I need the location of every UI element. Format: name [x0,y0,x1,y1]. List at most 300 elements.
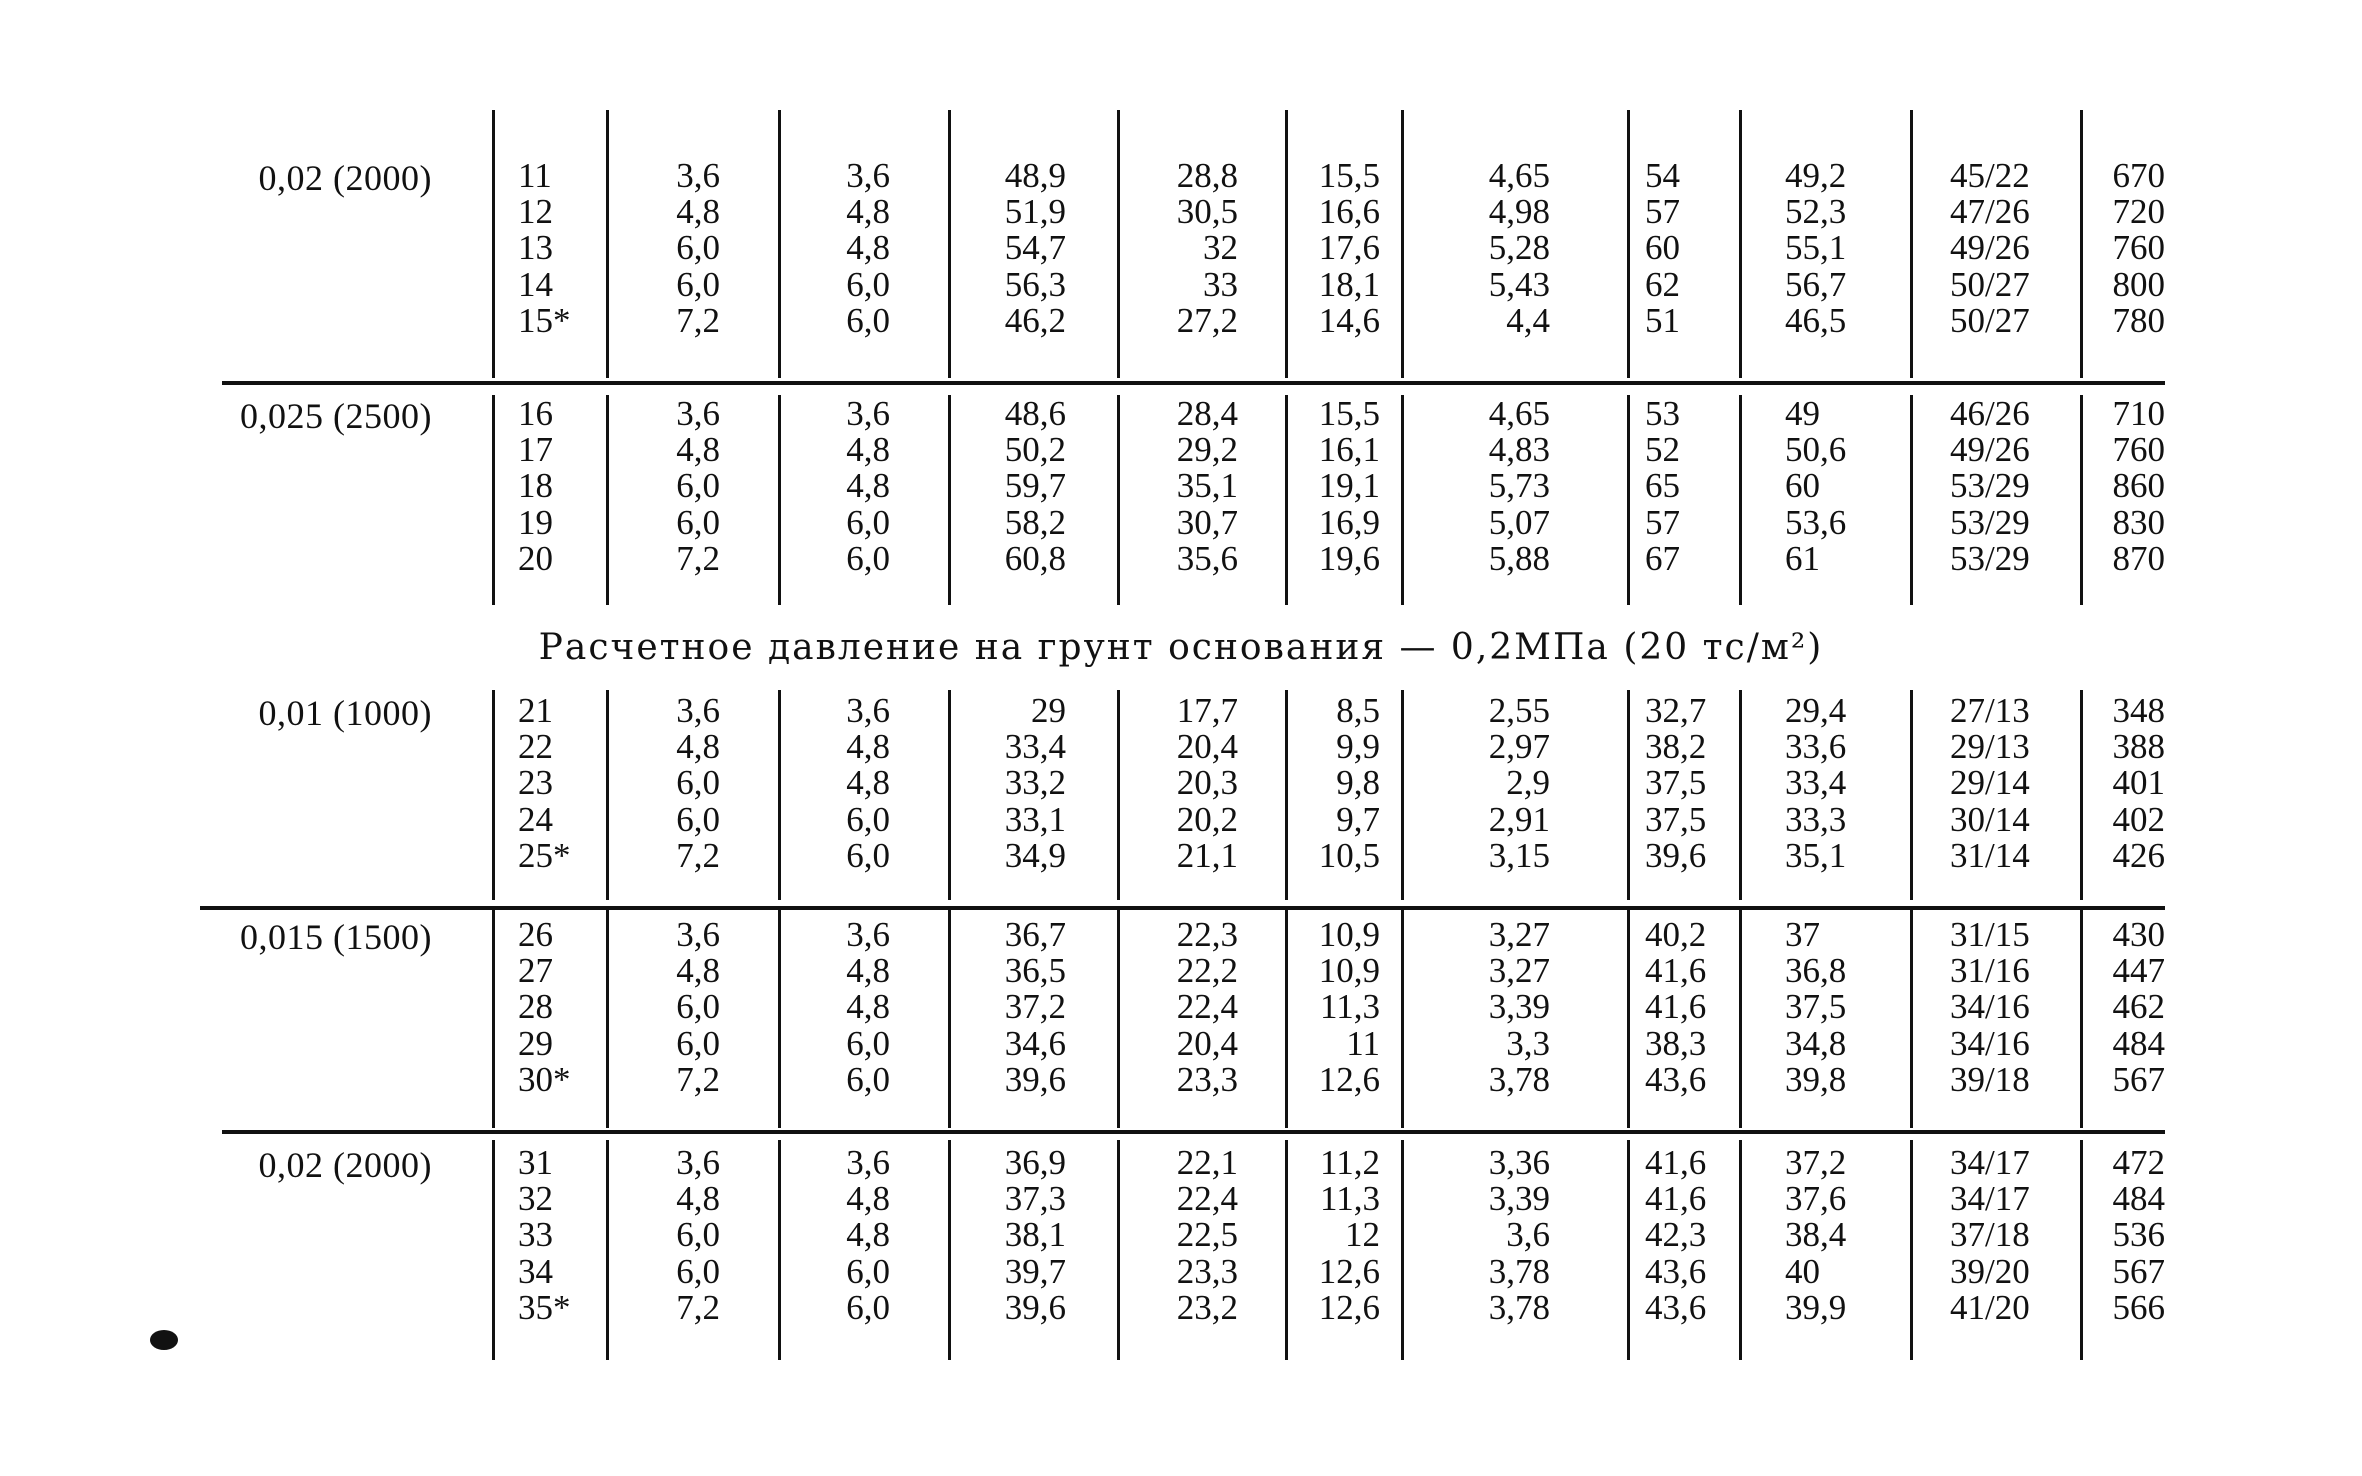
table-cell: 3,6 [676,1143,720,1182]
table-cell: 401 [2112,763,2165,803]
table-cell: 57 [1645,502,1680,542]
table-cell: 12 [518,192,553,232]
table-cell: 50/27 [1950,300,2030,340]
table-cell: 16,1 [1318,430,1380,470]
table-row [0,468,2362,504]
table-cell: 3,6 [1506,1215,1550,1255]
table-cell: 46/26 [1950,394,2030,433]
table-cell: 11,3 [1320,987,1380,1027]
table-cell: 29/13 [1950,727,2030,767]
table-cell: 19,1 [1318,466,1380,506]
group-label: 0,015 (1500) [240,917,432,957]
table-cell: 30/14 [1950,799,2030,839]
table-cell: 17 [518,430,553,470]
table-row [0,1059,2362,1099]
table-cell: 32 [518,1179,553,1219]
table-cell: 3,6 [846,394,890,433]
table-cell: 4,8 [846,192,890,232]
table-row [0,917,2362,953]
table-cell: 50/27 [1950,264,2030,304]
table-cell: 484 [2112,1023,2165,1063]
table-cell: 29,2 [1176,430,1238,470]
table-cell: 4,8 [846,466,890,506]
table-row [0,765,2362,801]
table-cell: 32 [1203,228,1238,268]
table-cell: 31/14 [1950,835,2030,875]
table-cell: 430 [2112,915,2165,954]
table-cell: 9,9 [1336,727,1380,767]
table-cell: 54,7 [1004,228,1066,268]
table-cell: 6,0 [676,987,720,1027]
table-cell: 3,6 [676,156,720,195]
table-cell: 7,2 [676,538,720,578]
table-cell: 25* [518,835,571,875]
table-cell: 53/29 [1950,502,2030,542]
table-cell: 33,4 [1004,727,1066,767]
table-cell: 426 [2112,835,2165,875]
table-cell: 35,1 [1785,835,1847,875]
table-cell: 27/13 [1950,691,2030,730]
table-cell: 20,2 [1176,799,1238,839]
table-cell: 12,6 [1318,1287,1380,1327]
table-cell: 5,07 [1488,502,1550,542]
table-cell: 3,78 [1488,1251,1550,1291]
table-cell: 34/16 [1950,1023,2030,1063]
table-cell: 13 [518,228,553,268]
table-row [0,432,2362,468]
table-cell: 7,2 [676,300,720,340]
table-cell: 35,1 [1176,466,1238,506]
table-cell: 7,2 [676,1059,720,1099]
table-cell: 49,2 [1785,156,1847,195]
table-cell: 49/26 [1950,228,2030,268]
table-cell: 56,7 [1785,264,1847,304]
table-cell: 6,0 [846,1059,890,1099]
table-row [0,693,2362,729]
table-row [0,729,2362,765]
table-cell: 39,6 [1004,1059,1066,1099]
table-cell: 6,0 [846,1251,890,1291]
table-cell: 18 [518,466,553,506]
table-cell: 23,3 [1176,1059,1238,1099]
table-cell: 12,6 [1318,1059,1380,1099]
table-cell: 3,6 [846,1143,890,1182]
table-cell: 22,4 [1176,987,1238,1027]
table-cell: 41,6 [1645,951,1707,991]
table-cell: 41,6 [1645,1143,1707,1182]
table-cell: 4,8 [846,763,890,803]
table-cell: 35* [518,1287,571,1327]
table-cell: 3,27 [1488,915,1550,954]
table-cell: 10,5 [1318,835,1380,875]
table-cell: 37,5 [1785,987,1847,1027]
table-cell: 16 [518,394,553,433]
group-separator [222,1130,2165,1134]
table-cell: 15* [518,300,571,340]
table-cell: 20,3 [1176,763,1238,803]
table-cell: 36,5 [1004,951,1066,991]
table-cell: 33,3 [1785,799,1847,839]
table-cell: 16,6 [1318,192,1380,232]
table-cell: 3,27 [1488,951,1550,991]
table-cell: 9,7 [1336,799,1380,839]
table-cell: 61 [1785,538,1820,578]
table-cell: 348 [2112,691,2165,730]
table-cell: 36,8 [1785,951,1847,991]
table-cell: 53/29 [1950,538,2030,578]
table-cell: 7,2 [676,1287,720,1327]
table-cell: 29,4 [1785,691,1847,730]
table-cell: 15,5 [1318,394,1380,433]
table-row [0,1217,2362,1253]
table-cell: 56,3 [1004,264,1066,304]
table-cell: 3,3 [1506,1023,1550,1063]
table-row [0,989,2362,1025]
table-cell: 2,55 [1488,691,1550,730]
table-cell: 22,5 [1176,1215,1238,1255]
table-cell: 3,78 [1488,1059,1550,1099]
table-cell: 48,6 [1004,394,1066,433]
table-cell: 40,2 [1645,915,1707,954]
table-cell: 4,98 [1488,192,1550,232]
table-cell: 48,9 [1004,156,1066,195]
table-cell: 40 [1785,1251,1820,1291]
table-cell: 16,9 [1318,502,1380,542]
table-cell: 3,6 [846,691,890,730]
table-cell: 51,9 [1004,192,1066,232]
table-cell: 35,6 [1176,538,1238,578]
table-cell: 17,6 [1318,228,1380,268]
table-cell: 462 [2112,987,2165,1027]
table-cell: 34 [518,1251,553,1291]
table-cell: 54 [1645,156,1680,195]
table-cell: 37,2 [1004,987,1066,1027]
table-cell: 6,0 [846,1287,890,1327]
table-cell: 43,6 [1645,1287,1707,1327]
table-cell: 6,0 [846,1023,890,1063]
table-cell: 37,6 [1785,1179,1847,1219]
table-cell: 720 [2112,192,2165,232]
table-cell: 4,8 [846,987,890,1027]
table-cell: 33,2 [1004,763,1066,803]
table-cell: 10,9 [1318,951,1380,991]
table-row [0,396,2362,432]
table-cell: 26 [518,915,553,954]
table-row [0,1023,2362,1063]
table-cell: 29 [518,1023,553,1063]
section-heading: Расчетное давление на грунт основания — 0,2МПа (20 тс/м²) [538,627,1824,668]
table-cell: 34/16 [1950,987,2030,1027]
table-row [0,1287,2362,1327]
table-row [0,538,2362,578]
table-cell: 14 [518,264,553,304]
table-cell: 37,5 [1645,763,1707,803]
table-cell: 4,8 [846,1215,890,1255]
table-cell: 30,7 [1176,502,1238,542]
table-cell: 2,9 [1506,763,1550,803]
table-cell: 37,2 [1785,1143,1847,1182]
table-cell: 3,15 [1488,835,1550,875]
table-cell: 670 [2112,156,2165,195]
table-cell: 46,2 [1004,300,1066,340]
table-cell: 51 [1645,300,1680,340]
table-cell: 39,6 [1004,1287,1066,1327]
table-cell: 567 [2112,1059,2165,1099]
table-cell: 860 [2112,466,2165,506]
table-cell: 402 [2112,799,2165,839]
table-cell: 53/29 [1950,466,2030,506]
group-separator [200,906,2165,910]
table-cell: 6,0 [846,300,890,340]
table-cell: 39,7 [1004,1251,1066,1291]
table-cell: 50,6 [1785,430,1847,470]
table-cell: 3,39 [1488,1179,1550,1219]
table-cell: 4,8 [846,727,890,767]
table-row [0,300,2362,340]
table-cell: 31/16 [1950,951,2030,991]
table-cell: 6,0 [676,1215,720,1255]
table-cell: 29/14 [1950,763,2030,803]
table-cell: 5,73 [1488,466,1550,506]
table-cell: 23,2 [1176,1287,1238,1327]
table-cell: 760 [2112,430,2165,470]
table-row [0,502,2362,542]
table-cell: 800 [2112,264,2165,304]
table-cell: 6,0 [846,502,890,542]
table-cell: 22,2 [1176,951,1238,991]
table-cell: 4,8 [846,1179,890,1219]
table-row [0,264,2362,304]
table-cell: 37 [1785,915,1820,954]
table-cell: 21,1 [1176,835,1238,875]
table-cell: 67 [1645,538,1680,578]
table-cell: 2,91 [1488,799,1550,839]
table-cell: 4,65 [1488,394,1550,433]
table-cell: 10,9 [1318,915,1380,954]
table-cell: 55,1 [1785,228,1847,268]
group-label: 0,01 (1000) [258,693,432,733]
table-cell: 39,6 [1645,835,1707,875]
table-cell: 33,6 [1785,727,1847,767]
table-cell: 5,28 [1488,228,1550,268]
table-row [0,799,2362,839]
table-cell: 47/26 [1950,192,2030,232]
table-cell: 18,1 [1318,264,1380,304]
table-cell: 41,6 [1645,1179,1707,1219]
table-cell: 38,2 [1645,727,1707,767]
table-cell: 6,0 [676,799,720,839]
table-cell: 12,6 [1318,1251,1380,1291]
table-cell: 46,5 [1785,300,1847,340]
table-cell: 39,9 [1785,1287,1847,1327]
table-cell: 6,0 [676,466,720,506]
table-cell: 4,8 [676,1179,720,1219]
table-cell: 3,6 [676,394,720,433]
table-cell: 22,4 [1176,1179,1238,1219]
table-cell: 33 [1203,264,1238,304]
table-cell: 4,8 [676,951,720,991]
table-cell: 566 [2112,1287,2165,1327]
table-cell: 6,0 [846,799,890,839]
table-cell: 3,39 [1488,987,1550,1027]
table-cell: 29 [1031,691,1066,730]
table-cell: 38,1 [1004,1215,1066,1255]
table-row [0,953,2362,989]
table-cell: 50,2 [1004,430,1066,470]
table-cell: 870 [2112,538,2165,578]
table-cell: 4,4 [1506,300,1550,340]
table-cell: 472 [2112,1143,2165,1182]
table-cell: 780 [2112,300,2165,340]
table-cell: 38,4 [1785,1215,1847,1255]
table-cell: 20 [518,538,553,578]
table-cell: 3,6 [846,915,890,954]
table-cell: 20,4 [1176,1023,1238,1063]
table-cell: 8,5 [1336,691,1380,730]
table-cell: 60 [1785,466,1820,506]
table-cell: 60 [1645,228,1680,268]
table-cell: 2,97 [1488,727,1550,767]
table-cell: 11 [518,156,552,195]
ink-blot-mark [150,1330,178,1350]
table-cell: 710 [2112,394,2165,433]
table-cell: 567 [2112,1251,2165,1291]
table-cell: 37,5 [1645,799,1707,839]
table-cell: 43,6 [1645,1059,1707,1099]
table-cell: 45/22 [1950,156,2030,195]
table-cell: 33,4 [1785,763,1847,803]
table-cell: 19,6 [1318,538,1380,578]
table-cell: 15,5 [1318,156,1380,195]
table-cell: 760 [2112,228,2165,268]
table-cell: 4,8 [846,430,890,470]
table-cell: 32,7 [1645,691,1707,730]
table-cell: 11,3 [1320,1179,1380,1219]
table-cell: 39/20 [1950,1251,2030,1291]
table-cell: 36,7 [1004,915,1066,954]
table-cell: 59,7 [1004,466,1066,506]
table-cell: 6,0 [676,1023,720,1063]
table-cell: 53 [1645,394,1680,433]
table-cell: 5,43 [1488,264,1550,304]
table-cell: 6,0 [676,228,720,268]
table-cell: 20,4 [1176,727,1238,767]
table-cell: 49 [1785,394,1820,433]
table-cell: 3,6 [676,691,720,730]
group-separator [222,381,2165,385]
table-cell: 43,6 [1645,1251,1707,1291]
table-cell: 22 [518,727,553,767]
table-cell: 41/20 [1950,1287,2030,1327]
table-cell: 3,78 [1488,1287,1550,1327]
table-cell: 39/18 [1950,1059,2030,1099]
table-cell: 23 [518,763,553,803]
table-cell: 41,6 [1645,987,1707,1027]
table-cell: 6,0 [676,502,720,542]
table-cell: 17,7 [1176,691,1238,730]
table-cell: 52 [1645,430,1680,470]
table-cell: 4,65 [1488,156,1550,195]
table-cell: 22,1 [1176,1143,1238,1182]
table-row [0,1181,2362,1217]
table-cell: 22,3 [1176,915,1238,954]
table-cell: 6,0 [676,763,720,803]
table-cell: 4,83 [1488,430,1550,470]
table-cell: 388 [2112,727,2165,767]
table-cell: 6,0 [846,264,890,304]
table-row [0,1251,2362,1291]
table-cell: 65 [1645,466,1680,506]
table-cell: 58,2 [1004,502,1066,542]
table-cell: 28,4 [1176,394,1238,433]
table-cell: 6,0 [846,538,890,578]
table-cell: 36,9 [1004,1143,1066,1182]
table-cell: 23,3 [1176,1251,1238,1291]
group-label: 0,02 (2000) [258,158,432,198]
table-cell: 30* [518,1059,571,1099]
table-cell: 30,5 [1176,192,1238,232]
table-cell: 5,88 [1488,538,1550,578]
table-cell: 39,8 [1785,1059,1847,1099]
table-cell: 53,6 [1785,502,1847,542]
table-cell: 33,1 [1004,799,1066,839]
table-cell: 9,8 [1336,763,1380,803]
table-cell: 31/15 [1950,915,2030,954]
table-cell: 42,3 [1645,1215,1707,1255]
table-cell: 34,9 [1004,835,1066,875]
table-row [0,158,2362,194]
table-cell: 7,2 [676,835,720,875]
table-cell: 62 [1645,264,1680,304]
table-cell: 57 [1645,192,1680,232]
table-cell: 37,3 [1004,1179,1066,1219]
table-cell: 11,2 [1320,1143,1380,1182]
table-row [0,230,2362,266]
table-row [0,194,2362,230]
table-cell: 60,8 [1004,538,1066,578]
table-cell: 4,8 [676,430,720,470]
table-cell: 4,8 [846,951,890,991]
table-row [0,835,2362,875]
table-cell: 37/18 [1950,1215,2030,1255]
table-cell: 6,0 [676,1251,720,1291]
table-cell: 34/17 [1950,1143,2030,1182]
table-row [0,1145,2362,1181]
table-cell: 27 [518,951,553,991]
table-cell: 33 [518,1215,553,1255]
table-cell: 27,2 [1176,300,1238,340]
table-cell: 6,0 [846,835,890,875]
group-label: 0,025 (2500) [240,396,432,436]
table-cell: 28,8 [1176,156,1238,195]
table-cell: 14,6 [1318,300,1380,340]
table-cell: 447 [2112,951,2165,991]
table-cell: 31 [518,1143,553,1182]
table-cell: 6,0 [676,264,720,304]
table-cell: 49/26 [1950,430,2030,470]
table-cell: 34,6 [1004,1023,1066,1063]
table-cell: 12 [1345,1215,1380,1255]
table-cell: 3,6 [676,915,720,954]
table-cell: 21 [518,691,553,730]
table-cell: 34/17 [1950,1179,2030,1219]
table-cell: 38,3 [1645,1023,1707,1063]
table-cell: 4,8 [846,228,890,268]
group-label: 0,02 (2000) [258,1145,432,1185]
table-cell: 536 [2112,1215,2165,1255]
table-cell: 4,8 [676,192,720,232]
table-cell: 11 [1346,1023,1380,1063]
